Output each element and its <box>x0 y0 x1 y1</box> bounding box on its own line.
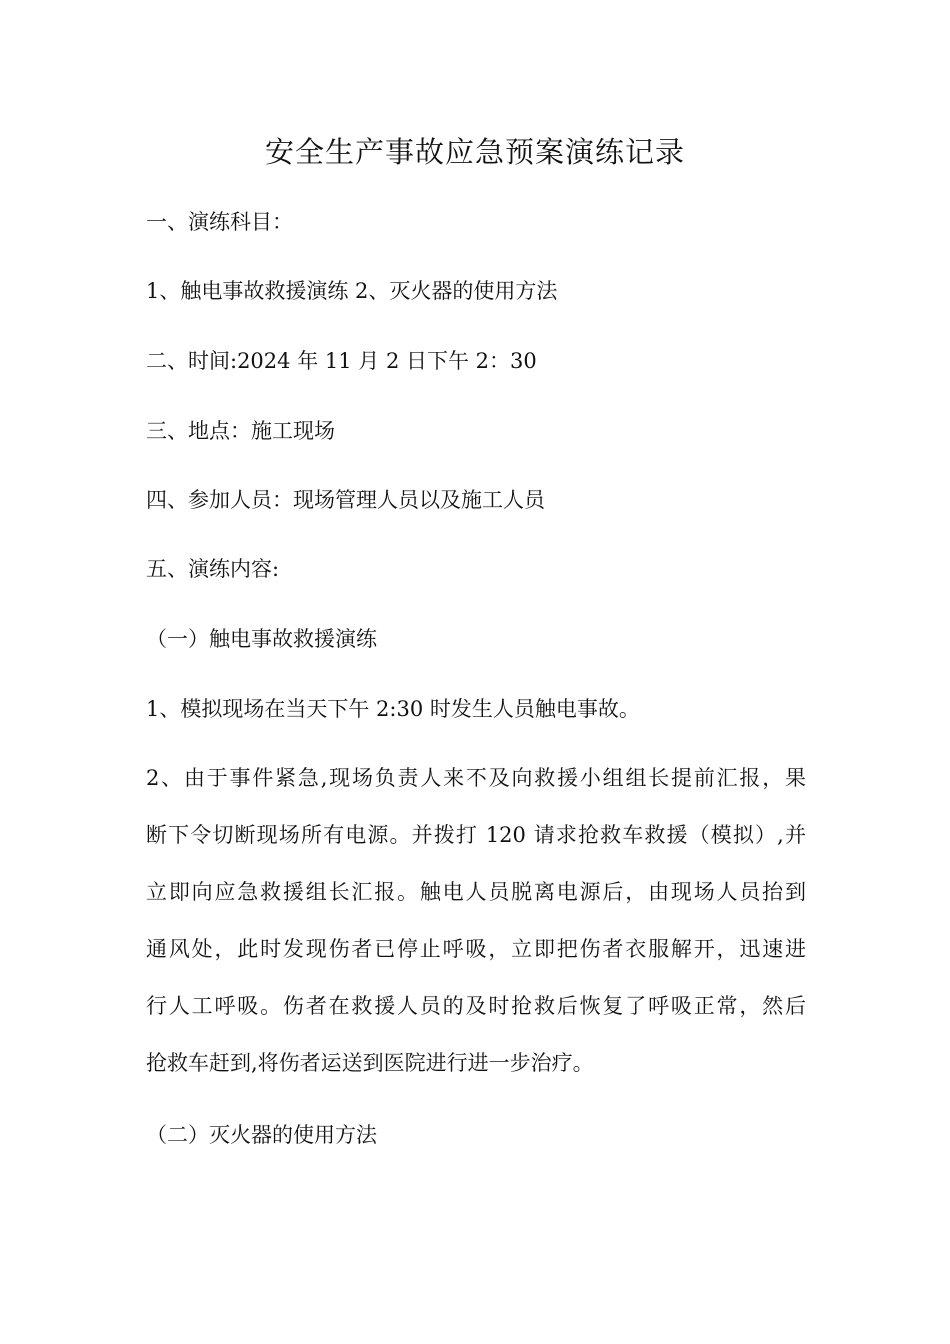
subsection-heading-electric-shock: （一）触电事故救援演练 <box>146 627 377 651</box>
drill-step-2-paragraph <box>146 750 806 1092</box>
paragraph-line: 通风处，此时发现伤者已停止呼吸，立即把伤者衣服解开，迅速进 <box>146 937 806 961</box>
section-heading-drill-content: 五、演练内容: <box>146 557 280 581</box>
section-participants: 四、参加人员：现场管理人员以及施工人员 <box>146 488 545 512</box>
section-heading-drill-subjects: 一、演练科目： <box>146 210 293 234</box>
section-time: 二、时间:2024 年 11 月 2 日下午 2：30 <box>146 349 537 373</box>
section-location: 三、地点：施工现场 <box>146 419 335 443</box>
paragraph-line: 立即向应急救援组长汇报。触电人员脱离电源后，由现场人员抬到 <box>146 880 806 904</box>
drill-subject-items: 1、触电事故救援演练 2、灭火器的使用方法 <box>146 279 558 303</box>
subsection-heading-fire-extinguisher: （二）灭火器的使用方法 <box>146 1123 377 1147</box>
paragraph-line: 2、由于事件紧急,现场负责人来不及向救援小组组长提前汇报，果 <box>146 766 806 790</box>
document-title: 安全生产事故应急预案演练记录 <box>264 135 685 169</box>
paragraph-line: 断下令切断现场所有电源。并拨打 120 请求抢救车救援（模拟）,并 <box>146 823 806 847</box>
paragraph-line: 行人工呼吸。伤者在救援人员的及时抢救后恢复了呼吸正常，然后 <box>146 994 806 1018</box>
paragraph-line: 抢救车赶到,将伤者运送到医院进行进一步治疗。 <box>146 1051 594 1075</box>
drill-step-1: 1、模拟现场在当天下午 2:30 时发生人员触电事故。 <box>146 697 640 721</box>
